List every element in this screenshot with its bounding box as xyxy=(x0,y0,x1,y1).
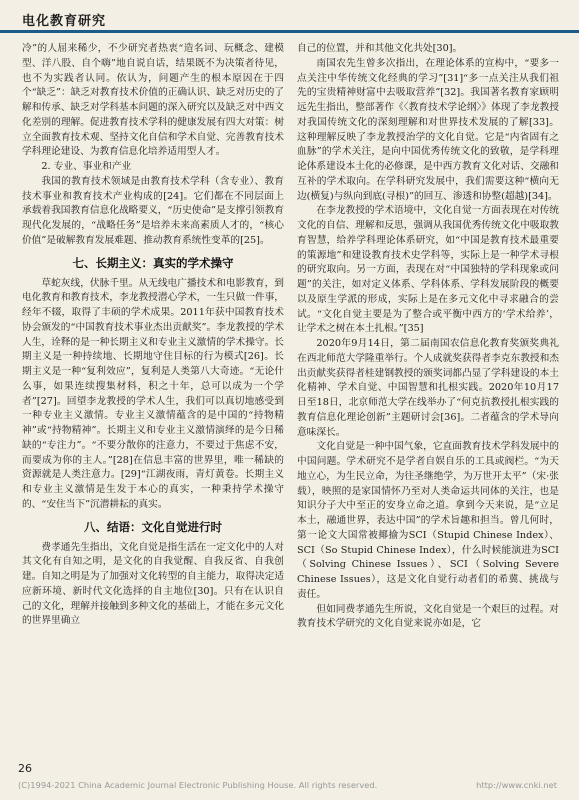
section-heading: 七、长期主义：真实的学术操守 xyxy=(72,255,234,270)
paragraph: 在李龙教授的学术语境中，文化自觉一方面表现在对传统文化的自信、理解和反思，强调从我国优秀传统文化中吸取教育智慧，给养学科理论体系研究，如“中国是教育技术最重要的策源地”和建设教育技术史学科等，实际上是一种学术寻根的研究取向。另一方面，表现在对“中国独特的学科现象或问题”的关注，如对定义体系、学科体系、学科发展阶段的概要以及原生学派的形成，实际上是在多元文化中寻求融合的尝试。“文化自觉主要是为了整合或平衡中西方的‘学术给养’，让学术之树在本土扎根。”[35] xyxy=(297,205,559,335)
paragraph: 草蛇灰线，伏脉千里。从无线电广播技术和电影教育，到电化教育和教育技术，李龙教授潜心学术，一生只做一件事，经年不辍，取得了丰硕的学术成果。2011年获中国教育技术协会颁发的“中国教育技术事业杰出贡献奖”。李龙教授的学术人生，诠释的是一种长期主义和专业主义激情的学术操守。长期主义是一种持续地、长期地守住目标的行为模式[26]。长期主义是一种“复利效应”，复利是人类第八大奇迹。“无论什么事，如果连续搜集材料，积之十年，总可以成为一个学者”[27]。回望李龙教授的学术人生，我们可以真切地感受到一种专业主义激情。专业主义激情蕴含的是中国的“持物精神”或“持物精神”。长期主义和专业主义激情演绎的是今日稀缺的“专注力”。“不要分散你的注意力，不要过于焦虑不安，而要成为你的主人。”[28]在信息丰富的世界里，唯一稀缺的资源就是人类注意力。[29]“江湖夜雨，青灯黄卷。长期主义和专业主义激情是生发于本心的真实，一种秉持学术操守的、“安住当下”沉潜耕耘的真实。 xyxy=(22,277,284,510)
paragraph: 自己的位置，并和其他文化共处[30]。 xyxy=(297,43,463,54)
paragraph: 冷”的人屈来稀少，不少研究者热衷“造名词、玩概念、建模型、洋八股、自个嗨”地自说自话，结果既不为决策者待见，也不为实践者认同。依认为，问题产生的根本原因在于四个“缺乏”：缺乏对教育技术价值的正确认识、缺乏对历史的了解和传承、缺乏对学科基本问题的深入研究以及缺乏对中西文化差别的理解。促进教育技术学科的健康发展有四大对策：树立全面教育技术观、坚持文化自信和学术自觉、完善教育技术学科理论建设、为教育信息化培养适用型人才。 xyxy=(22,43,284,158)
page-footer xyxy=(0,760,579,800)
site-link[interactable]: http://www.cnki.net xyxy=(476,780,557,790)
copyright-notice: (C)1994-2021 China Academic Journal Electronic Publishing House. All rights reserved. xyxy=(18,780,378,790)
paragraph: 我国的教育技术领域是由教育技术学科（含专业）、教育技术事业和教育技术产业构成的[24]。它们都在不同层面上承载着我国教育信息化战略要义，“历史使命”是支撑引领教育现代化发展的，“战略任务”是培养未来高素质人才的，“核心价值”是破解教育发展难题、推动教育系统性变革的[25]。 xyxy=(22,175,284,246)
paragraph: 费孝通先生指出，文化自觉是指生活在一定文化中的人对其文化有自知之明，是文化的自我觉醒、自我反省、自我创建。自知之明是为了加强对文化转型的自主能力，取得决定适应新环境、新时代文化选择的自主地位[30]。只有在认识自己的文化，理解并接触到多种文化的基础上，才能在多元文化的世界里确立 xyxy=(22,541,284,627)
header-rule xyxy=(0,30,579,33)
right-column xyxy=(297,42,559,784)
paragraph: 南国农先生曾多次指出，在理论体系的宣构中，“要多一点关注中华传统文化经典的学习”[31]“多一点关注从我们祖先的宝贵精神财富中去吸取营养”[32]。我国著名教育家顾明远先生指出，整部著作《〈教育技术学论纲〉》体现了李龙教授对我国传统文化的深刻理解和对世界技术发展的了解[33]。这种理解反映了李龙教授治学的文化自觉。它是“内省固有之血脉”的学术关注，是向中国优秀传统文化的致敬，是学科理论体系建设本土化的必修课，是中西方教育文化对话、交融和互补的学术取向。在学科研究发展中，我们需要这种“横向无边(横复)与纵向到底(寻根)”的回互、渗透和协整(超越)[34]。 xyxy=(297,57,559,202)
page-number: 26 xyxy=(18,762,32,775)
paragraph: 2020年9月14日，第二届南国农信息化教育奖颁奖典礼在西北师范大学隆重举行。个人成就奖获得者李克东教授和杰出贡献奖获得者桂建钢教授的颁奖词都凸显了学科建设的本土化精神、学术自觉、中国智慧和扎根实践。2020年10月17日至18日，北京师范大学在线举办了“何克抗教授扎根实践的教育信息化理论创新”主题研讨会[36]。二者蕴含的学术导向意味深长。 xyxy=(297,338,559,438)
journal-title: 电化教育研究 xyxy=(22,14,107,29)
paragraph: 但如同费孝通先生所说，文化自觉是一个艰巨的过程。对教育技术学研究的文化自觉来说亦如是，它 xyxy=(297,603,559,630)
left-column xyxy=(22,42,284,752)
paragraph: 文化自觉是一种中国气象，它直面教育技术学科发展中的中国问题。学术研究不是学者自娱自乐的工具或阀栏。“为天地立心，为生民立命，为往圣继绝学，为万世开太平”（宋·张载），映照的是家国情怀乃至对人类命运共同体的关注，也是知识分子大中至正的安身立命之道。拿到今天来说，是“立足本土，融通世界，表达中国”的学术旨趣和担当。曾几何时，第一论文大国常被揶揄为SCI（Stupid Chinese Index）、SCI（So Stupid Chinese Index），什么时候能演进为SCI（Solving Chinese Issues）、SCI（Solving Severe Chinese Issues），这是文化自觉行动者们的希冀、挑战与责任。 xyxy=(297,441,559,600)
section-heading: 八、结语：文化自觉进行时 xyxy=(84,519,222,534)
running-header xyxy=(0,0,579,36)
subsection-heading: 2. 专业、事业和产业 xyxy=(41,161,132,172)
